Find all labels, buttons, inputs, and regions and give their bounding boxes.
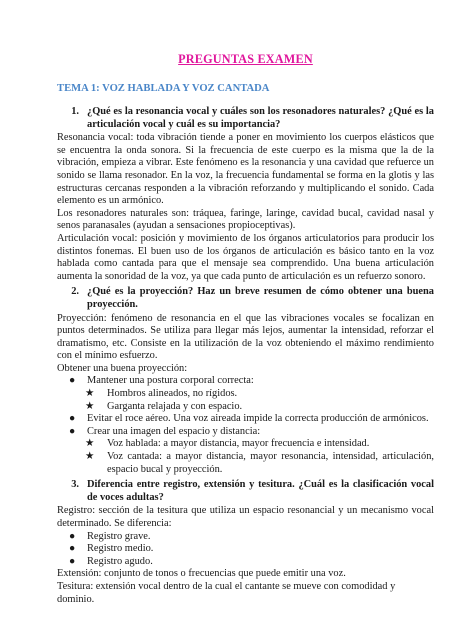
list-item: ● Mantener una postura corporal correcta: (69, 375, 254, 387)
bullet-dot-icon: ● (69, 375, 76, 387)
question-number: 1. (71, 106, 79, 117)
list-item: ★ Garganta relajada y con espacio. (85, 400, 243, 412)
list-item: ★ Hombros alineados, no rígidos. (85, 388, 238, 400)
question-number: 3. (71, 479, 79, 491)
document-title: PREGUNTAS EXAMEN (178, 52, 313, 66)
projection-list (57, 413, 434, 438)
paragraph: Registro: sección de la tesitura que utiliza un espacio resonancial y un mecanismo vocal determinado. Se diferencia: (57, 505, 434, 529)
paragraph: Articulación vocal: posición y movimiento de los órganos articulatorios para producir los distintos fonemas. El buen uso de los órganos de articulación es básico tanto en la voz hablada como cantada para que el mensaje sea comprendido. Una buena articulación aumenta la sonoridad de la voz, ya que cada punto de articulación es un refuerzo sonoro. (57, 232, 434, 282)
bullet-star-icon: ★ (85, 451, 95, 463)
list-item: ★ Voz cantada: a mayor distancia, mayor resonancia, intensidad, articulación, espacio bucal y proyección. (85, 451, 434, 475)
question-number: 2. (71, 286, 79, 298)
list-item: ● Evitar el roce aéreo. Una voz aireada impide la correcta producción de armónicos. (69, 413, 429, 425)
topic-heading: TEMA 1: VOZ HABLADA Y VOZ CANTADA (57, 83, 270, 94)
paragraph: Los resonadores naturales son: tráquea, faringe, laringe, cavidad bucal, cavidad nasal y senos paranasales (ayudan a sensaciones propioceptivas). (57, 207, 434, 232)
sub-list (75, 388, 434, 413)
projection-list (57, 375, 434, 388)
bullet-dot-icon: ● (69, 425, 76, 437)
register-list (57, 531, 434, 569)
bullet-star-icon: ★ (85, 388, 95, 400)
paragraph: Proyección: fenómeno de resonancia en el que las vibraciones vocales se focalizan en puntos determinados. Se utiliza para llegar más lejos, aumentar la intensidad, reforzar el dramatismo, etc. Consiste en la utilización de la voz obteniendo el máximo rendimiento con el mínimo esfuerzo. (57, 312, 434, 362)
bullet-dot-icon: ● (69, 543, 76, 555)
question-2 (57, 286, 434, 311)
bullet-dot-icon: ● (69, 555, 76, 567)
list-item: ● Registro medio. (69, 543, 154, 555)
question-text: ¿Qué es la resonancia vocal y cuáles son los resonadores naturales? ¿Qué es la articulación vocal y cuál es su importancia? (87, 106, 434, 130)
paragraph: Resonancia vocal: toda vibración tiende a poner en movimiento los cuerpos elásticos que se encuentra la onda sonora. Si la frecuencia de este cuerpo es la misma que la de la vibración, empieza a vibrar. Este fenómeno es la resonancia y una cavidad que refuerce un sonido se llama resonador. En la voz, la frecuencia fundamental se forma en la glotis y las estructuras cercanas responden a la vibración reforzando y multiplicando el sonido. Cada elemento es un armónico. (57, 132, 434, 207)
bullet-star-icon: ★ (85, 438, 95, 450)
list-item: ● Registro agudo. (69, 555, 153, 567)
paragraph: Extensión: conjunto de tonos o frecuencias que puede emitir una voz. (57, 568, 346, 580)
sub-list (75, 438, 434, 476)
paragraph: Obtener una buena proyección: (57, 362, 188, 374)
bullet-dot-icon: ● (69, 413, 76, 425)
question-3 (57, 479, 434, 504)
bullet-dot-icon: ● (69, 530, 76, 542)
list-item: ★ Voz hablada: a mayor distancia, mayor frecuencia e intensidad. (85, 438, 370, 450)
list-item: ● Registro grave. (69, 530, 151, 542)
question-text: ¿Qué es la proyección? Haz un breve resumen de cómo obtener una buena proyección. (87, 286, 434, 310)
question-1 (57, 106, 434, 131)
question-text: Diferencia entre registro, extensión y tesitura. ¿Cuál es la clasificación vocal de voces adultas? (87, 479, 434, 503)
bullet-star-icon: ★ (85, 400, 95, 412)
list-item: ● Crear una imagen del espacio y distancia: (69, 425, 261, 437)
paragraph: Tesitura: extensión vocal dentro de la cual el cantante se mueve con comodidad y dominio. (57, 580, 396, 605)
